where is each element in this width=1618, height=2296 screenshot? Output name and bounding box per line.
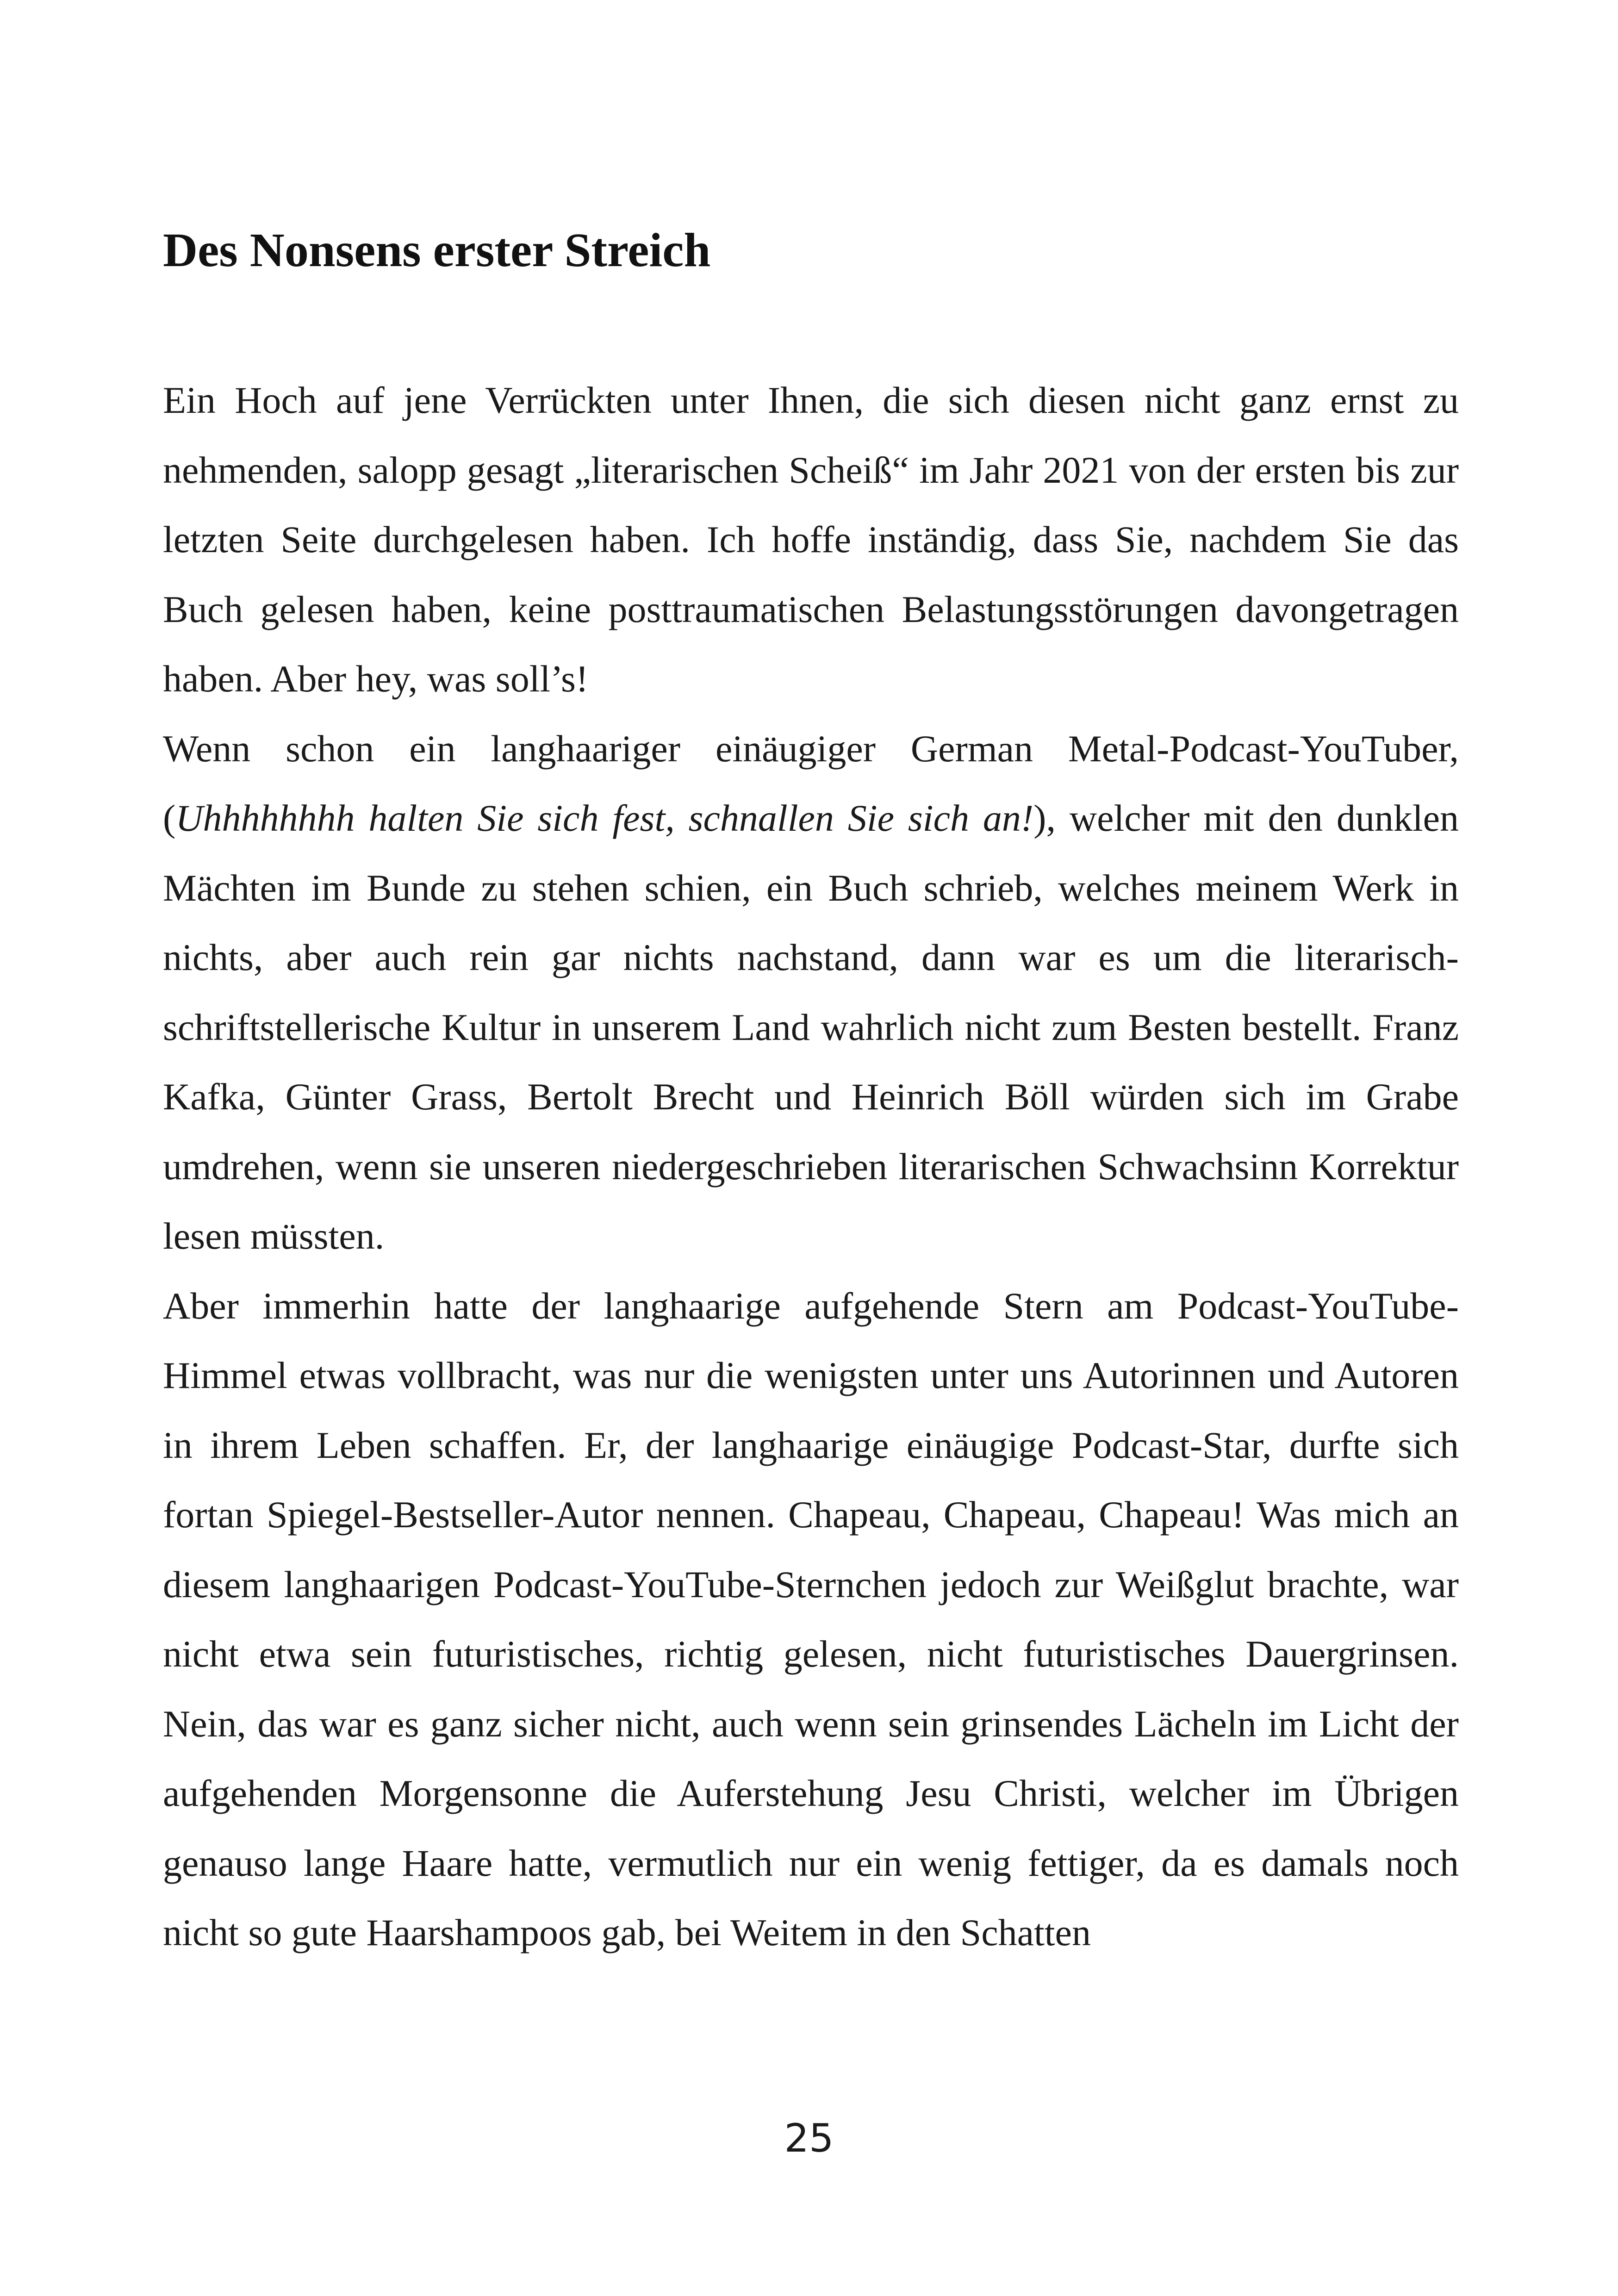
paragraph-1-text: Ein Hoch auf jene Verrückten unter Ihnen, die sich diesen nicht ganz ernst zu nehmenden, salopp gesagt „literarischen Scheiß“ im Jahr 2021 von der ersten bis zur letzten Seite durchgelesen haben. Ich hoffe inständig, dass Sie, nachdem Sie das Buch gelesen haben, keine posttraumatischen Belastungsstörungen davongetragen haben. Aber hey, was soll’s! [163,379,1459,700]
paragraph-1 [163,366,1459,714]
chapter-title: Des Nonsens erster Streich [163,224,711,277]
paragraph-2-italic-aside: Uhhhhhhhh halten Sie sich fest, schnallen Sie sich an! [175,797,1034,839]
chapter-body [163,366,1459,1968]
paragraph-2-text-start: Wenn schon ein langhaariger einäugiger German Metal-Podcast-YouTuber, ( [163,727,1459,839]
paragraph-3-text: Aber immerhin hatte der langhaarige aufgehende Stern am Podcast-YouTube-Himmel etwas vollbracht, was nur die wenigsten unter uns Autorinnen und Autoren in ihrem Leben schaffen. Er, der langhaarige einäugige Podcast-Star, durfte sich fortan Spiegel-Bestseller-Autor nennen. Chapeau, Chapeau, Chapeau! Was mich an diesem langhaarigen Podcast-YouTube-Sternchen jedoch zur Weißglut brachte, war nicht etwa sein futuristisches, richtig gelesen, nicht futuristisches Dauergrinsen. Nein, das war es ganz sicher nicht, auch wenn sein grinsendes Lächeln im Licht der aufgehenden Morgensonne die Auferstehung Jesu Christi, welcher im Übrigen genauso lange Haare hatte, vermutlich nur ein wenig fettiger, da es damals noch nicht so gute Haarshampoos gab, bei Weitem in den Schatten [163,1284,1459,1954]
paragraph-3 [163,1271,1459,1968]
page-number: 25 [784,2116,834,2161]
paragraph-2 [163,714,1459,1271]
paragraph-2-text-end: ), welcher mit den dunklen Mächten im Bunde zu stehen schien, ein Buch schrieb, welches meinem Werk in nichts, aber auch rein gar nichts nachstand, dann war es um die literarisch- schriftstellerische Kultur in unserem Land wahrlich nicht zum Besten bestellt. Franz Kafka, Günter Grass, Bertolt Brecht und Heinrich Böll würden sich im Grabe umdrehen, wenn sie unseren niedergeschrieben literarischen Schwachsinn Korrektur lesen müssten. [163,797,1459,1257]
